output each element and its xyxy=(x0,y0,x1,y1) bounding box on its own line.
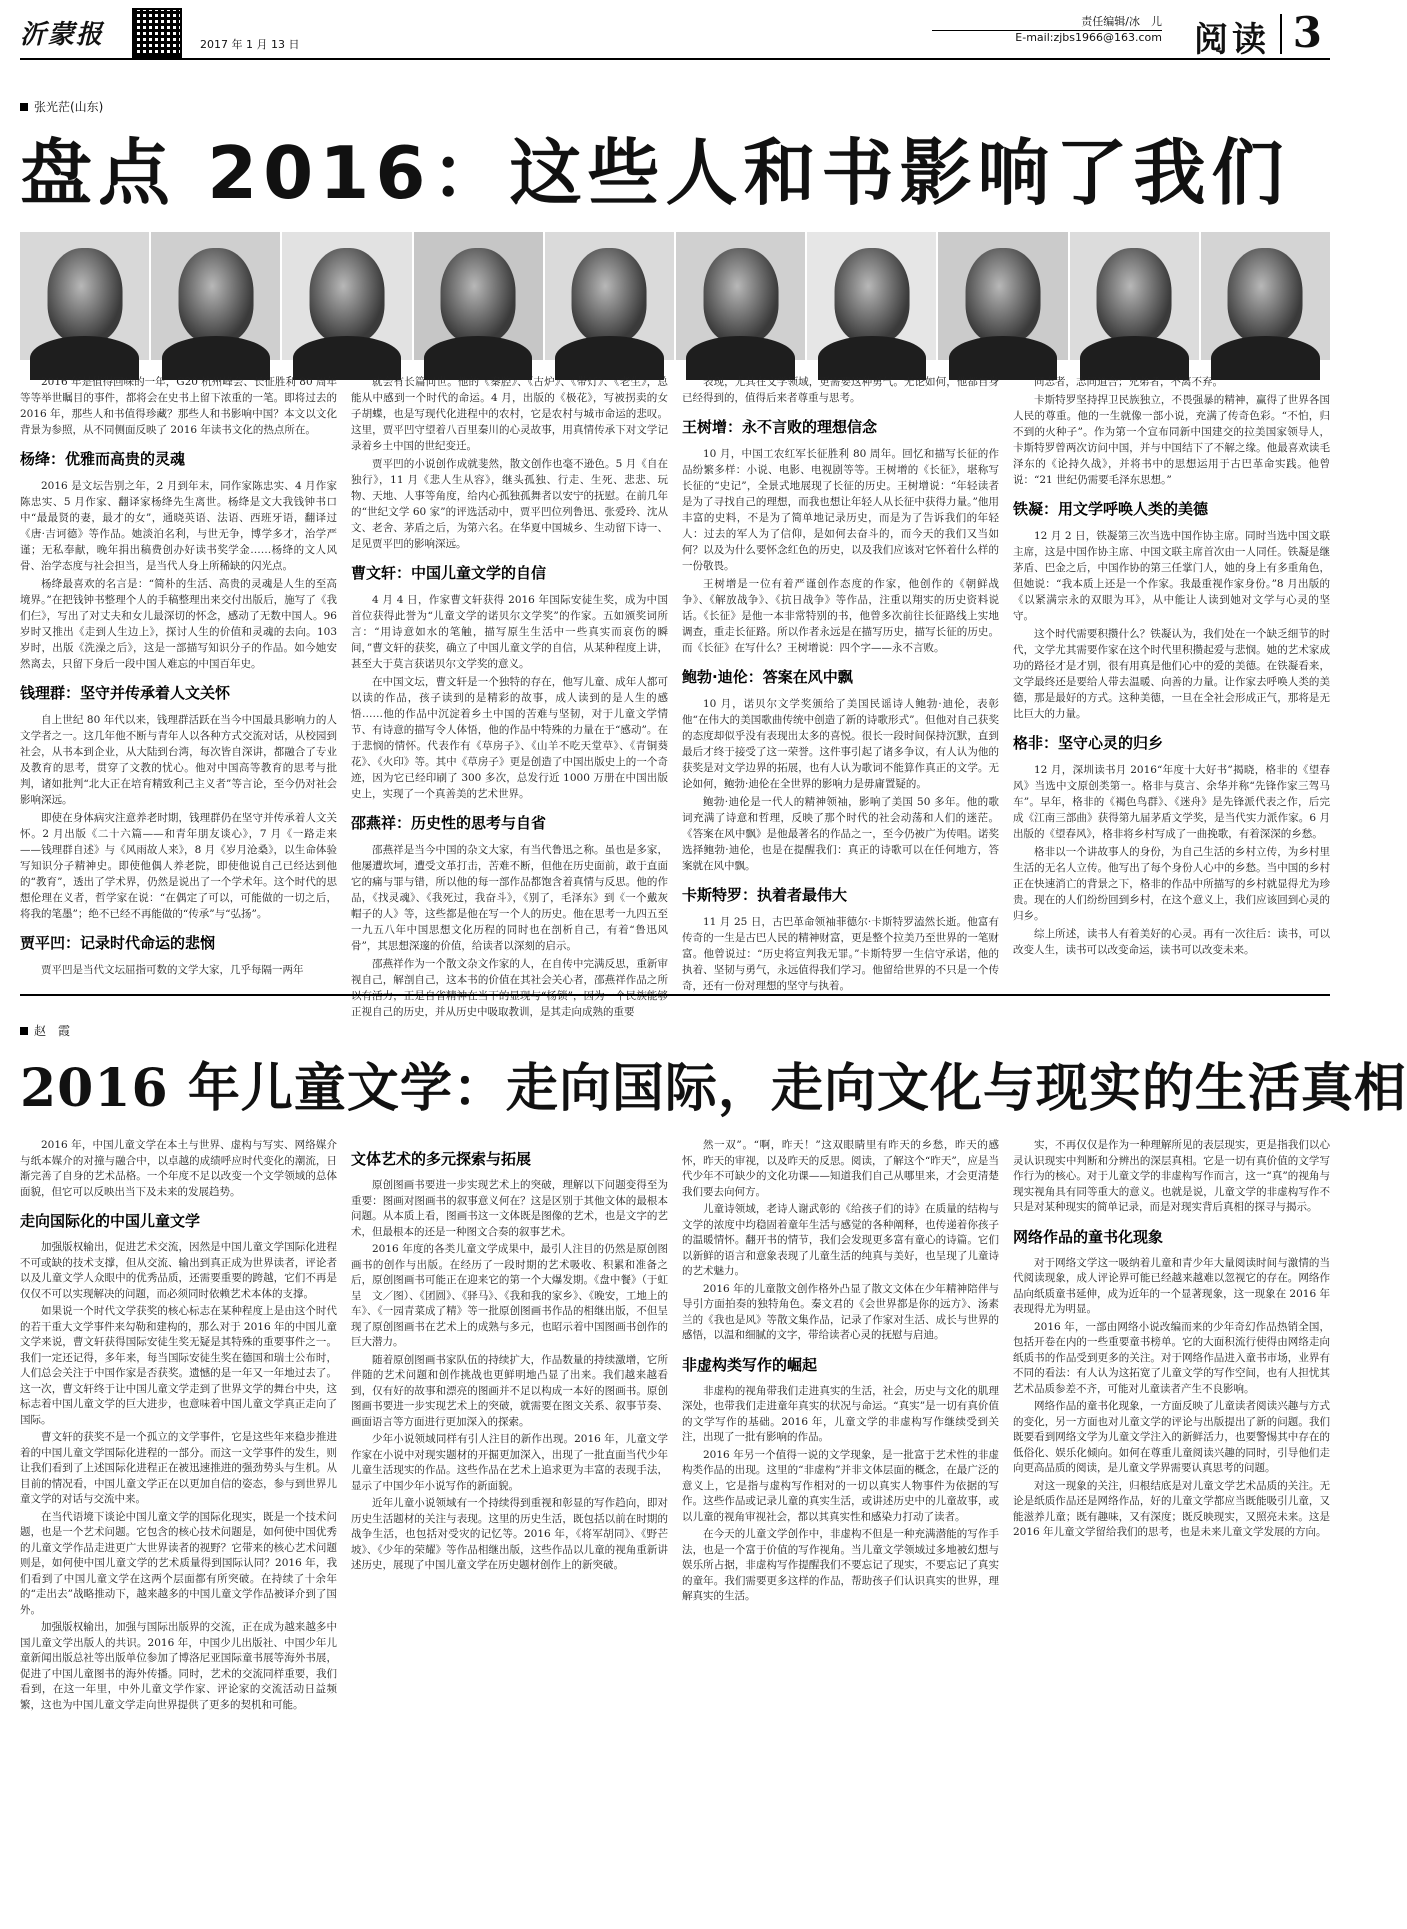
body-paragraph: 如果说一个时代文学获奖的核心标志在某种程度上是由这个时代的若干重大文学事件来勾勒和建构的，那么对于 2016 年的中国儿童文学来说，曹文轩获得国际安徒生奖无疑是其特殊的重要事件之一。我们一定还记得，多年来，每当国际安徒生奖在德国和瑞士公布时，人们总会关注于中国作家是否获奖。遗憾的是一年又一年地过去了。这一次，曹文轩终于让中国儿童文学走到了世界文学的舞台中央，这标志着中国儿童文学的巨大进步，也意味着中国儿童文学真正走向了国际。 xyxy=(20,1305,337,1426)
masthead-divider xyxy=(932,30,1162,31)
text-column xyxy=(20,374,337,986)
body-paragraph: 2016 年，中国儿童文学在本土与世界、虚构与写实、网络媒介与纸本媒介的对撞与融合中，以卓越的成绩呼应时代变化的潮流，日渐完善了自身的艺术品格。一个年度不足以改变一个文学领域的总体面貌，但它可以反映出当下及未来的发展趋势。 xyxy=(20,1139,337,1198)
body-paragraph: 2016 年是值得回味的一年，G20 杭州峰会、长征胜利 80 周年等等举世瞩目的事件，都将会在史书上留下浓重的一笔。即将过去的 2016 年，那些人和书值得珍藏？那些人和书影响中国？本文以文化背景为参照，从不同侧面反映了 2016 年读书文化的热点所在。 xyxy=(20,376,337,436)
body-paragraph: 在今天的儿童文学创作中，非虚构不但是一种充满潜能的写作手法，也是一个富于价值的写作视角。当儿童文学领域过多地被幻想与娱乐所占据，非虚构写作提醒我们不要忘记了现实，不要忘记了真实的童年。我们需要更多这样的作品，帮助孩子们认识真实的世界，理解真实的生活。 xyxy=(682,1528,999,1602)
body-paragraph: 4 月 4 日，作家曹文轩获得 2016 年国际安徒生奖，成为中国首位获得此誉为“儿童文学的诺贝尔文学奖”的作家。五如颁奖词所言：“用诗意如水的笔触，描写原生生活中一些真实而哀伤的瞬间，”曹文轩的获奖，确立了中国儿童文学的自信，从某种程度上讲，甚至大于莫言获诺贝尔文学奖的意义。 xyxy=(351,594,668,670)
portrait-head xyxy=(1228,248,1303,343)
portrait-photo xyxy=(807,232,936,360)
body-paragraph: 原创图画书要进一步实现艺术上的突破，理解以下问题变得至为重要：图画对图画书的叙事意义何在？这是区别于其他文体的最根本问题。从本质上看，图画书这一文体既是图像的艺术，也是文字的艺术，但最根本的还是一种图文合奏的叙事艺术。 xyxy=(351,1179,668,1238)
body-paragraph: 曹文轩的获奖不是一个孤立的文学事件，它是这些年来稳步推进着的中国儿童文学国际化进程的一部分。而这一文学事件的发生，则让我们看到了上述国际化进程正在被迅速推进的强劲势头与生机。从目前的情况看，中国儿童文学正在以更加自信的姿态，参与到世界儿童文学的对话与交流中来。 xyxy=(20,1431,337,1505)
portrait-photo xyxy=(938,232,1067,360)
qr-code-icon xyxy=(132,8,182,58)
body-paragraph: 贾平凹是当代文坛屈指可数的文学大家，几乎每隔一两年 xyxy=(41,964,304,976)
text-column xyxy=(1013,1138,1330,1922)
section-subheading: 钱理群：坚守并传承着人文关怀 xyxy=(20,684,231,702)
body-paragraph: 在当代语境下谈论中国儿童文学的国际化现实，既是一个技术问题，也是一个艺术问题。它包含的核心技术问题是，如何使中国优秀的儿童文学作品走进更广大世界读者的视野？它带来的核心艺术问题则是，如何使中国儿童文学的艺术质量得到国际认同？2016 年，我们看到了中国儿童文学在这两个层面都有所突破。在持续了十余年的“走出去”战略推动下，越来越多的中国儿童文学作品被译介到了国外。 xyxy=(20,1510,337,1616)
section-subheading: 卡斯特罗：执着者最伟大 xyxy=(682,886,848,904)
body-paragraph: 网络作品的童书化现象，一方面反映了儿童读者阅读兴趣与方式的变化，另一方面也对儿童文学的评论与出版提出了新的问题。我们既要看到网络文学为儿童文学注入的新鲜活力，也要警惕其中存在的低俗化、娱乐化倾向。如何在尊重儿童阅读兴趣的同时，引导他们走向更高品质的阅读，是儿童文学界需要认真思考的问题。 xyxy=(1013,1400,1330,1474)
body-paragraph: 然一双”。“啊，昨天！”这双眼睛里有昨天的乡愁，昨天的感怀，昨天的审视，以及昨天的反思。阅读，了解这个“昨天”，应是当代少年不可缺少的文化功课——知道我们自己从哪里来，才会更清楚我们要去向何方。 xyxy=(682,1139,999,1198)
body-paragraph: 表现，尤其在文学领域，更需要这种勇气。无论如何，他都自身已经得到的，值得后来者尊重与思考。 xyxy=(682,376,999,404)
body-paragraph: 鲍勃·迪伦是一代人的精神领袖，影响了美国 50 多年。他的歌词充满了诗意和哲理，反映了那个时代的社会动荡和人们的迷茫。《答案在风中飘》是他最著名的作品之一，至今仍被广为传唱。诺奖选择鲍勃·迪伦，也是在提醒我们：真正的诗歌可以在任何地方，答案就在风中飘。 xyxy=(682,796,999,872)
body-paragraph: 10 月，中国工农红军长征胜利 80 周年。回忆和描写长征的作品纷繁多样：小说、电影、电视剧等等。王树增的《长征》，堪称写长征的“史记”，全景式地展现了长征的历史。王树增说：“年轻读者是为了寻找自己的理想，而我也想让年轻人从长征中获得力量。”他用丰富的史料，不是为了简单地记录历史，而是为了告诉我们的年轻人：过去的军人为了信仰，是如何去奋斗的，而今天的我们又当如何？以及为什么要怀念红色的历史，以及我们应该对它怀着什么样的一份敬畏。 xyxy=(682,448,999,572)
portrait-photo xyxy=(1201,232,1330,360)
portrait-photo xyxy=(545,232,674,360)
text-column xyxy=(682,374,999,992)
body-paragraph: 12 月 2 日，铁凝第三次当选中国作协主席。同时当选中国文联主席，这是中国作协主席、中国文联主席首次由一人同任。铁凝是继茅盾、巴金之后，中国作协的第三任掌门人，她的身上有多重角色，但她说：“我本质上还是一个作家。我最重视作家身份。”8 月出版的《以紧满宗永的双眼为耳》，从中能让人读到她对文学与心灵的坚守。 xyxy=(1013,530,1330,622)
text-column xyxy=(351,1138,668,1922)
masthead xyxy=(20,8,1330,60)
body-paragraph: 非虚构的视角带我们走进真实的生活，社会，历史与文化的肌理深处，也带我们走进童年真实的状况与命运。“真实”是一切有真价值的文学写作的基础。2016 年，儿童文学的非虚构写作继续受到关注，出现了一批有影响的作品。 xyxy=(682,1384,999,1443)
body-paragraph: 就会有长篇问世。他的《秦腔》、《古炉》、《带灯》、《老生》，总能从中感到一个时代的命运。4 月，出版的《极花》，写被拐卖的女子胡蝶，也是写现代化进程中的农村，它是农村与城市命运的悲叹。这里，贾平凹守望着八百里秦川的心灵故事，用真情传承下对文学记录着乡土中国的世纪变迁。 xyxy=(351,376,668,452)
body-paragraph: 加强版权输出，促进艺术交流，因然是中国儿童文学国际化进程不可或缺的技术支撑，但从交流、输出到真正成为世界读者，评论者以及儿童文学人众眼中的优秀品质，还需要重要的跨越，它们不再是仅仅不可以实现解决的问题，而必须同时依赖艺术本体的支撑。 xyxy=(20,1241,337,1300)
section-subheading: 贾平凹：记录时代命运的悲悯 xyxy=(20,934,216,952)
text-column xyxy=(20,1138,337,1922)
portrait-head xyxy=(1097,248,1172,343)
section-subheading: 格非：坚守心灵的归乡 xyxy=(1013,734,1164,752)
portrait-photo xyxy=(282,232,411,360)
article1-headline: 盘点 2016：这些人和书影响了我们 xyxy=(20,131,1290,215)
text-column xyxy=(351,374,668,1018)
text-column xyxy=(682,1138,999,1922)
body-paragraph: 2016 是文坛告别之年，2 月到年末，同作家陈忠实、4 月作家陈忠实、5 月作家、翻译家杨绛先生离世。杨绛是文大我钱钟书口中“最最贤的妻，最才的女”，通晓英语、法语、西班牙语，翻译过《唐·吉诃德》等作品。她淡泊名利，与世无争，博学多才，治学严谨；无私奉献，晚年捐出稿费创办好读书奖学金……杨绛的文人风骨、治学态度与社会担当，是当代人身上所稀缺的闪光点。 xyxy=(20,480,337,572)
article1-byline xyxy=(20,98,103,115)
section-subheading: 王树增：永不言败的理想信念 xyxy=(682,418,878,436)
portrait-photo xyxy=(1070,232,1199,360)
section-subheading: 文体艺术的多元探索与拓展 xyxy=(351,1150,532,1168)
body-paragraph: 对于网络文学这一吸纳着儿童和青少年大量阅读时间与激情的当代阅读现象，成人评论界可能已经越来越难以忽视它的存在。网络作品向纸质童书延伸，成为近年的一个显著现象，这一现象在 2016 年表现得尤为明显。 xyxy=(1013,1256,1330,1315)
square-bullet-icon xyxy=(20,103,28,111)
portrait-head xyxy=(966,248,1041,343)
portrait-photo xyxy=(20,232,149,360)
body-paragraph: 儿童诗领域，老诗人谢武彰的《给孩子们的诗》在质量的结构与文学的浓度中均稳固着童年生活与感觉的各种阐释，也传递着你孩子的温暖情怀。翻开书的情节，我们会发现更多富有童心的诗篇。它们以新鲜的语言和意象表现了儿童生活的纯真与美好，也呈现了儿童诗的艺术魅力。 xyxy=(682,1203,999,1277)
portrait-photo xyxy=(414,232,543,360)
body-paragraph: 加强版权输出，加强与国际出版界的交流，正在成为越来越多中国儿童文学出版人的共识。2016 年，中国少儿出版社、中国少年儿童新闻出版总社等出版单位参加了博洛尼亚国际童书展等海外书展，促进了中国儿童图书的海外传播。同时，艺术的交流同样重要，我们看到，在这一年里，中外儿童文学作家、评论家的交流活动日益频繁，这也为中国儿童文学走向世界提供了更多的契机和可能。 xyxy=(20,1621,337,1711)
body-paragraph: 12 月，深圳读书月 2016“年度十大好书”揭晓，格非的《望春风》当选中文原创类第一。格非与莫言、余华并称“先锋作家三驾马车”。早年，格非的《褐色鸟群》、《迷舟》是先锋派代表之作，后完成《江南三部曲》获得第九届茅盾文学奖，是当代实力派作家。6 月出版的《望春风》，格非将乡村写成了一曲挽歌，有着深深的乡愁。 xyxy=(1013,764,1330,840)
newspaper-logo: 沂蒙报 xyxy=(20,20,105,50)
body-paragraph: 即使在身体病灾注意养老时期，钱理群仍在坚守并传承着人文关怀。2 月出版《二十六篇——和青年朋友谈心》，7 月《一路走来——钱理群自述》与《风雨故人来》，8 月《岁月沧桑》，以生命体验写知识分子精神史。即使他偶人养老院，即使他说自己已经达到他的“教育”，透出了学术界，仍然是说出了一个学术年。这个时代的思想伦理在义者，哲学家在说：“在偶定了可以，可能做的一切之后，将我的笔墨”；绝不已经不再能做的“传承”与“弘扬”。 xyxy=(20,812,337,920)
editor-name: 责任编辑/冰 儿 xyxy=(1081,15,1162,28)
issue-date: 2017 年 1 月 13 日 xyxy=(200,38,300,51)
portrait-photo-strip xyxy=(20,232,1330,360)
article1-author: 张光茫(山东) xyxy=(34,100,104,114)
body-paragraph: 邵燕祥是当今中国的杂文大家，有当代鲁迅之称。虽也是多家，他屡遭坎坷，遭受文革打击，苦难不断，但他在历史面前，敢于直面它的痛与罪与错，所以他的每一部作品都饱含着真情与反思。他的作品，《找灵魂》、《我死过，我奋斗》，《别了，毛泽东》到《一个戴灰帽子的人》等，这些都是他在写一个人的历史。他在思考一九四五至一九五八年中国思想文化历程的同时也在剖析自己，有着“鲁迅风骨”，其思想深邃的价值，给读者以深刻的启示。 xyxy=(351,844,668,952)
body-paragraph: 10 月，诺贝尔文学奖颁给了美国民谣诗人鲍勃·迪伦，表彰他“在伟大的美国歌曲传统中创造了新的诗歌形式”。但他对自己获奖的态度却似乎没有表现出太多的喜悦。很长一段时间保持沉默，直到最后才终于接受了这一荣誉。这件事引起了诸多争议，有人认为他的获奖是对文学边界的拓展，也有人认为歌词不能算作真正的文学。无论如何，鲍勃·迪伦在全世界的影响力是毋庸置疑的。 xyxy=(682,698,999,790)
section-subheading: 鲍勃·迪伦：答案在风中飘 xyxy=(682,668,853,686)
section-subheading: 铁凝：用文学呼唤人类的美德 xyxy=(1013,500,1209,518)
portrait-head xyxy=(178,248,253,343)
body-paragraph: 随着原创图画书家队伍的持续扩大，作品数量的持续激增，它所伴随的艺术问题和创作挑战也更鲜明地凸显了出来。我们越来越看到，仅有好的故事和漂亮的图画并不足以构成一本好的图画书。原创图画书要进一步实现艺术上的突破，就需要在图文关系、叙事节奏、画面语言等方面进行更加深入的探索。 xyxy=(351,1353,668,1428)
body-paragraph: 对这一现象的关注，归根结底是对儿童文学艺术品质的关注。无论是纸质作品还是网络作品，好的儿童文学都应当既能吸引儿童，又能滋养儿童；既有趣味，又有深度；既反映现实，又照亮未来。这是 2016 年儿童文学留给我们的思考，也是未来儿童文学发展的方向。 xyxy=(1013,1479,1330,1538)
body-paragraph: 在中国文坛，曹文轩是一个独特的存在，他写儿童、成年人都可以读的作品，孩子读到的是精彩的故事，成人读到的是人生的感悟……他的作品中沉淀着乡土中国的苦难与坚韧，对于儿童文学情节、有诗意的描写令人体悟，他的作品中特殊的力量在于“感动”。在于悲悯的情怀。代表作有《草房子》、《山羊不吃天堂草》、《青铜葵花》、《火印》等。其中《草房子》更是创造了中国出版史上的一个奇迹，因为它已经印刷了 300 多次，总发行近 1000 万册在中国出版史上，实现了一个真善美的艺术世界。 xyxy=(351,676,668,800)
body-paragraph: 实，不再仅仅是作为一种理解所见的表层现实，更是指我们以心灵认识现实中判断和分辨出的深层真相。它是一切有真价值的文学写作行为的核心。对于儿童文学的非虚构写作而言，这一“真”的视角与现实视角具有同等重大的意义。也就是说，儿童文学的非虚构写作不只是对某种现实的简单记录，而是对现实背后真相的探寻与揭示。 xyxy=(1013,1139,1330,1213)
article2-headline: 2016 年儿童文学：走向国际，走向文化与现实的生活真相 xyxy=(20,1058,1407,1119)
body-paragraph: 少年小说领域同样有引人注目的新作出现。2016 年，儿童文学作家在小说中对现实题材的开掘更加深入，出现了一批直面当代少年儿童生活现实的作品。这些作品在艺术上追求更为丰富的表现手法，显示了中国少年小说写作的新面貌。 xyxy=(351,1433,668,1492)
body-paragraph: 杨绛最喜欢的名言是：“简朴的生活、高贵的灵魂是人生的至高境界。”在把钱钟书整理个人的手稿整理出来交付出版后，施写了《我们仨》，写出了对丈夫和女儿最深切的怀念，感动了无数中国人。96 岁时又推出《走到人生边上》，探讨人生的价值和灵魂的去向。103 岁时，出版《洗澡之后》，这是一部描写知识分子的作品。如今她安然离去，只留下身后一段中国人难忘的中国百年史。 xyxy=(20,578,337,670)
portrait-photo xyxy=(676,232,805,360)
section-subheading: 非虚构类写作的崛起 xyxy=(682,1355,818,1374)
portrait-photo xyxy=(151,232,280,360)
editor-email: E-mail:zjbs1966@163.com xyxy=(1015,31,1162,44)
body-paragraph: 2016 年，一部由网络小说改编而来的少年奇幻作品热销全国，包括开卷在内的一些重要童书榜单。它的大面积流行使得由网络走向纸质书的作品受到更多的关注。对于网络作品进入童书市场，业界有不同的看法：有人认为这拓宽了儿童文学的写作空间，也有人担忧其艺术品质参差不齐，可能对儿童读者产生不良影响。 xyxy=(1013,1320,1330,1395)
portrait-head xyxy=(441,248,516,343)
body-paragraph: 2016 年度的各类儿童文学成果中，最引人注目的仍然是原创图画书的创作与出版。在经历了一段时期的艺术吸收、积累和准备之后，原创图画书可能正在迎来它的第一个大爆发期。《盘中餐》（于虹呈 文／图）、《团圆》、《驿马》、《我和我的家乡》、《晚安，工地上的车》、《一园青菜成了精》等一批原创图画书作品的相继出版，不但呈现了原创图画书在艺术上的成熟与多元，也昭示着中国图画书创作的巨大潜力。 xyxy=(351,1243,668,1348)
section-separator xyxy=(1280,14,1282,54)
section-title: 阅读 xyxy=(1194,20,1270,60)
article2-author: 赵 霞 xyxy=(34,1024,71,1038)
body-paragraph: 卡斯特罗坚持捍卫民族独立，不畏强暴的精神，赢得了世界各国人民的尊重。他的一生就像一部小说，充满了传奇色彩。“不怕，归不到的火种子”。作为第一个宣布同新中国建交的拉美国家领导人，卡斯特罗曾两次访问中国，并与中国结下了不解之缘。他最喜欢读毛泽东的《论持久战》，并将书中的思想运用于古巴革命实践。他曾说：“21 世纪仍需要毛泽东思想。” xyxy=(1013,394,1330,486)
article1-body xyxy=(20,374,1330,1018)
portrait-head xyxy=(572,248,647,343)
article2-body xyxy=(20,1138,1330,1922)
body-paragraph: 王树增是一位有着严谨创作态度的作家，他创作的《朝鲜战争》、《解放战争》、《抗日战争》等作品，注重以翔实的历史资料说话。《长征》是他一本非常特别的书，他曾多次前往长征路线上实地调查，重走长征路。所以作者永远是在描写历史，描写长征的历史。而《长征》在写什么？王树增说：四个字——永不言败。 xyxy=(682,578,999,654)
portrait-head xyxy=(47,248,122,343)
body-paragraph: 格非以一个讲故事人的身份，为自己生活的乡村立传，为乡村里生活的无名人立传。他写出了每个身份人心中的乡愁。当中国的乡村正在快速消亡的背景之下，格非的作品中所描写的乡村就显得尤为珍贵。现在的人们纷纷回到乡村，在这个意义上，我们应该回到心灵的归乡。 xyxy=(1013,846,1330,922)
section-subheading: 杨绛：优雅而高贵的灵魂 xyxy=(20,450,186,468)
portrait-head xyxy=(310,248,385,343)
article-divider xyxy=(20,994,1330,996)
section-subheading: 网络作品的童书化现象 xyxy=(1013,1227,1164,1246)
article2-byline xyxy=(20,1022,70,1039)
page-number: 3 xyxy=(1292,8,1322,57)
square-bullet-icon xyxy=(20,1027,28,1035)
body-paragraph: 2016 年的儿童散文创作格外凸显了散文文体在少年精神陪伴与导引方面拍奏的独特角色。秦文君的《会世界都是你的远方》、汤素兰的《我也是风》等散文集作品，记录了作家对生活、成长与世界的感悟，以温和细腻的文字，带给读者心灵的抚慰与启迪。 xyxy=(682,1282,999,1341)
body-paragraph: 11 月 25 日，古巴革命领袖菲德尔·卡斯特罗溘然长逝。他富有传奇的一生是古巴人民的精神财富，更是整个拉美乃至世界的一笔财富。他曾说过：“历史将宣判我无罪。”卡斯特罗一生信守承诺，他的执着、坚韧与勇气，永远值得我们学习。他留给世界的不只是一个传奇，还有一份对理想的坚守与执着。 xyxy=(682,916,999,992)
section-subheading: 邵燕祥：历史性的思考与自省 xyxy=(351,814,547,832)
body-paragraph: 近年儿童小说领域有一个持续得到重视和彰显的写作趋向，即对历史生活题材的关注与表现。这里的历史生活，既包括以前在时期的战争生活，也包括对受灾的记忆等。2016 年，《将军胡同》、《野芒坡》、《少年的荣耀》等作品相继出版，这些作品以儿童的视角重新讲述历史，展现了中国儿童文学在历史题材创作上的新突破。 xyxy=(351,1497,668,1571)
body-paragraph: 自上世纪 80 年代以来，钱理群活跃在当今中国最具影响力的人文学者之一。这几年他不断与青年人以各种方式交流对话，从校园到社会，从书本到企业，从大陆到台湾，每次皆自深讲，都融合了专业及教育的思考，贯穿了文教的忧心。他对中国高等教育的思考与批判，诸如批判“北大正在培育精致利己主义者”等言论，至今仍对社会影响深远。 xyxy=(20,714,337,806)
body-paragraph: 2016 年另一个值得一说的文学现象，是一批富于艺术性的非虚构类作品的出现。这里的“非虚构”并非文体层面的概念，在最广泛的意义上，它是指与虚构写作相对的一切以真实人物事件为依据的写作。这些作品或记录儿童的真实生活，或讲述历史中的儿童故事，或以儿童的视角审视社会，都以其真实性和感染力打动了读者。 xyxy=(682,1448,999,1523)
portrait-head xyxy=(834,248,909,343)
body-paragraph: 综上所述，读书人有着美好的心灵。再有一次往后：读书，可以改变人生，读书可以改变命运，读书可以改变未来。 xyxy=(1013,928,1330,956)
masthead-rule xyxy=(20,58,1330,60)
section-subheading: 走向国际化的中国儿童文学 xyxy=(20,1212,201,1230)
body-paragraph: 邵燕祥作为一个散文杂文作家的人，在自传中完满反思，重新审视自己，解剖自己，这本书的价值在其社会关心者，邵燕祥作品之所以有活力，正是自省精神在当下的显现与“杨锁”，因为一个民族能够正视自己的历史，并从历史中吸取教训，是其走向成熟的重要 xyxy=(351,958,668,1018)
body-paragraph: 贾平凹的小说创作成就斐然，散文创作也毫不逊色。5 月《自在独行》，11 月《悲人生从容》，继头孤独、行走、生死、悲悲、玩物、天地、人事等角度，给内心孤独孤舞者以安宁的抚慰。在前几年的“世纪文学 60 家”的评选活动中，贾平凹位列鲁迅、张爱玲、沈从文、老舍、茅盾之后，为第六名。在华夏中国城乡、生动留下诗一、足见贾平凹的影响深远。 xyxy=(351,458,668,550)
body-paragraph: 同志者，志同道合；兄弟者，不离不弃。 xyxy=(1034,376,1223,388)
portrait-head xyxy=(703,248,778,343)
body-paragraph: 这个时代需要积攒什么？铁凝认为，我们处在一个缺乏细节的时代，文学尤其需要作家在这个时代里积攒起爱与悲悯。她的艺术家成功的路径才是才别，很有用真是他们心中的爱的美德。在铁凝看来，文学最终还是要给人带去温暖、向善的力量。让作家去呼唤人类的美德，那是最好的方式。这种美德，一旦在全社会形成正气，那将是无比巨大的力量。 xyxy=(1013,628,1330,720)
text-column xyxy=(1013,374,1330,986)
section-subheading: 曹文轩：中国儿童文学的自信 xyxy=(351,564,547,582)
